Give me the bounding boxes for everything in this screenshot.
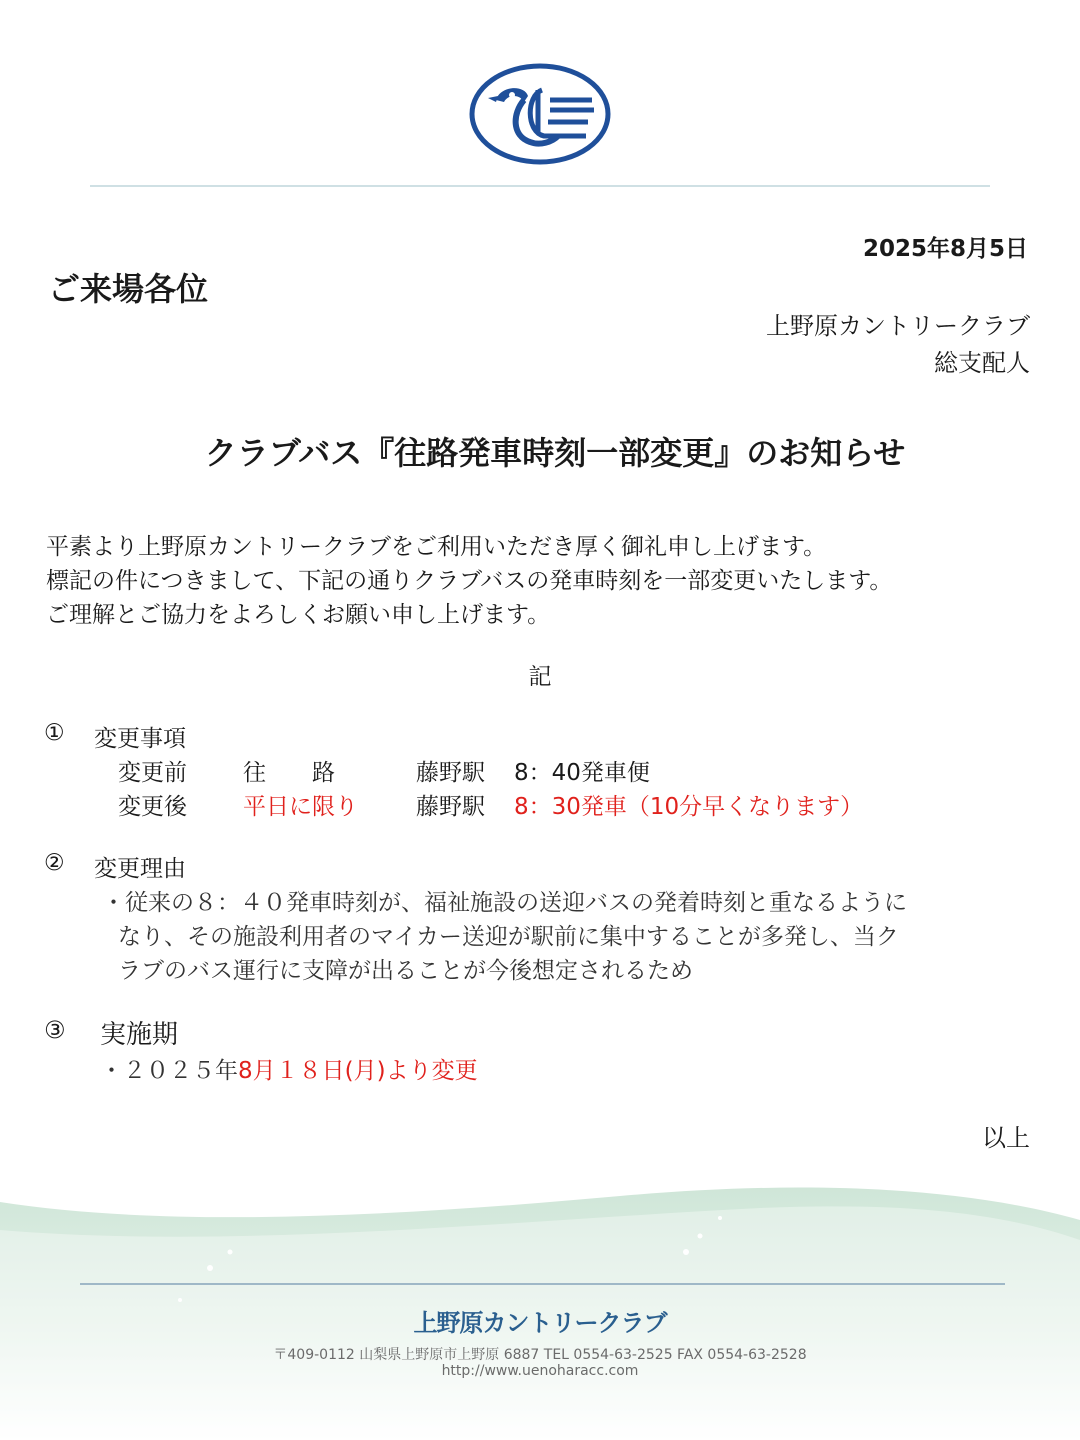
footer-divider bbox=[80, 1283, 1005, 1285]
section3-heading: 実施期 bbox=[100, 1020, 179, 1050]
body-line: 平素より上野原カントリークラブをご利用いただき厚く御礼申し上げます。 bbox=[46, 534, 827, 560]
effective-date-prefix: ・２０２５年 bbox=[100, 1058, 238, 1084]
closing-word: 以上 bbox=[982, 1124, 1030, 1152]
issue-date: 2025年8月5日 bbox=[862, 236, 1028, 262]
after-station: 藤野駅 bbox=[416, 794, 485, 820]
body-line: ご理解とご協力をよろしくお願い申し上げます。 bbox=[46, 602, 551, 628]
after-time: 8：30発車（10分早くなります） bbox=[514, 794, 864, 820]
before-station: 藤野駅 bbox=[416, 760, 485, 786]
body-line: 標記の件につきまして、下記の通りクラブバスの発車時刻を一部変更いたします。 bbox=[46, 568, 893, 594]
section1-number: ① bbox=[44, 720, 65, 746]
reason-line: ・従来の８：４０発車時刻が、福祉施設の送迎バスの発着時刻と重なるように bbox=[102, 890, 907, 916]
before-time: 8：40発車便 bbox=[514, 760, 650, 786]
section2-number: ② bbox=[44, 850, 65, 876]
after-route: 平日に限り bbox=[243, 794, 358, 820]
section3-number: ③ bbox=[44, 1016, 66, 1044]
reason-line: ラブのバス運行に支障が出ることが今後想定されるため bbox=[118, 958, 693, 984]
addressee: ご来場各位 bbox=[48, 270, 209, 308]
sender-organization: 上野原カントリークラブ bbox=[766, 312, 1030, 340]
section1-heading: 変更事項 bbox=[94, 726, 186, 752]
section2-heading: 変更理由 bbox=[94, 856, 186, 882]
footer-club-name: 上野原カントリークラブ bbox=[413, 1309, 667, 1337]
footer-wave-background bbox=[0, 1160, 1080, 1440]
before-route: 往 路 bbox=[243, 760, 335, 786]
ueno-bird-logo-icon bbox=[468, 62, 612, 166]
effective-date bbox=[100, 1052, 478, 1085]
before-label: 変更前 bbox=[118, 760, 187, 786]
reason-line: なり、その施設利用者のマイカー送迎が駅前に集中することが多発し、当ク bbox=[118, 924, 899, 950]
footer-url[interactable]: http://www.uenoharacc.com bbox=[441, 1363, 639, 1379]
effective-date-highlight: 8月１８日(月)より変更 bbox=[238, 1058, 478, 1084]
after-label: 変更後 bbox=[118, 794, 187, 820]
footer-address: 〒409-0112 山梨県上野原市上野原 6887 TEL 0554-63-2525 FAX 0554-63-2528 bbox=[273, 1347, 807, 1363]
sender-role: 総支配人 bbox=[934, 349, 1030, 377]
header-divider bbox=[90, 185, 990, 187]
ki-marker: 記 bbox=[528, 664, 552, 690]
notice-title: クラブバス『往路発車時刻一部変更』のお知らせ bbox=[204, 434, 906, 472]
